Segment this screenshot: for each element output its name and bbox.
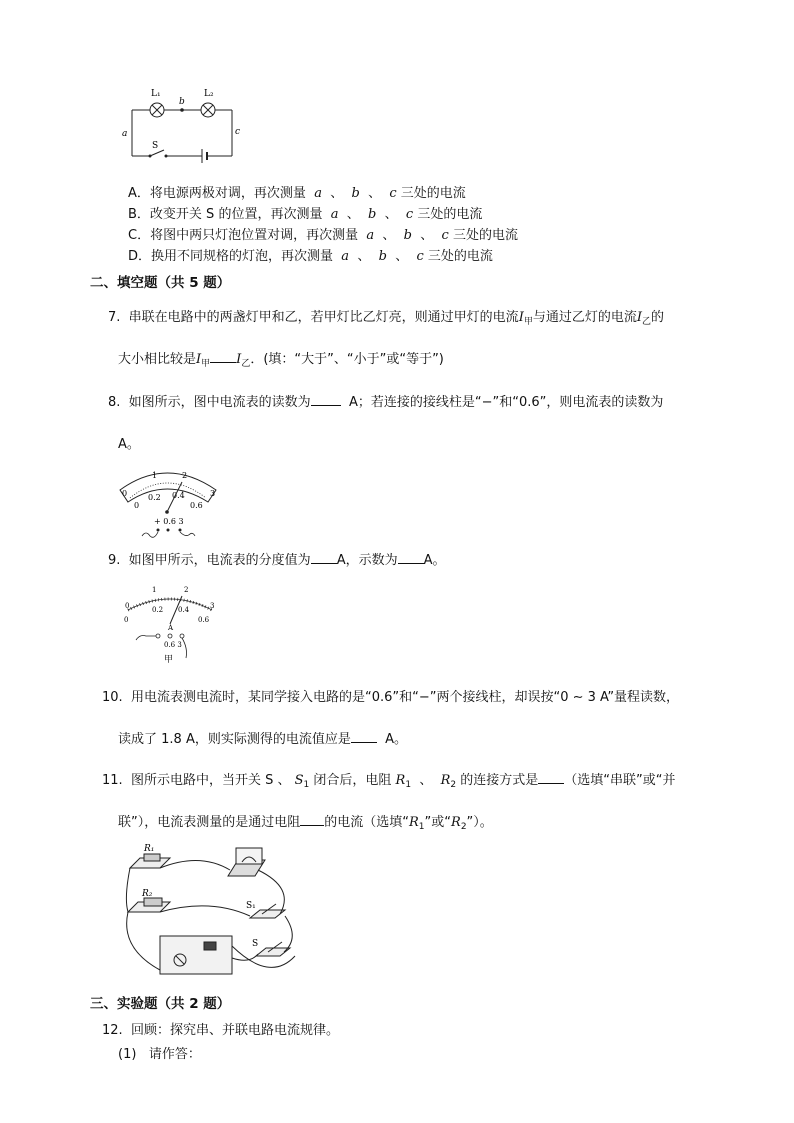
question-7-line1: 7. 串联在电路中的两盏灯甲和乙，若甲灯比乙灯亮，则通过甲灯的电流$I_甲$与通过乙灯的电流$I_乙$的 xyxy=(108,310,665,327)
lamp-l2-label: L₂ xyxy=(204,89,214,99)
answer-blank[interactable] xyxy=(351,729,377,743)
scale-label: 2 xyxy=(184,586,189,594)
scale-label: 0.6 xyxy=(198,616,210,624)
q6-option-c: C．将图中两只灯泡位置对调，再次测量 a 、 b 、 c 三处的电流 xyxy=(128,228,518,243)
scale-label: 0.4 xyxy=(178,606,190,614)
resistor-r1-label: R₁ xyxy=(144,844,155,854)
scale-label: 1 xyxy=(152,471,158,480)
point-a-label: a xyxy=(122,129,128,139)
question-11-line2: 联”），电流表测量的是通过电阻 的电流（选填“$R_1$”或“$R_2$”）。 xyxy=(118,811,493,832)
scale-label: 2 xyxy=(182,471,188,480)
scale-label: 1 xyxy=(152,586,157,594)
question-12: 12. 回顾：探究串、并联电路电流规律。 xyxy=(102,1023,339,1038)
question-11-line1: 11. 图所示电路中，当开关 S 、 $S_1$ 闭合后，电阻 $R_1$ 、 $R_2$ 的连接方式是 （选填“串联”或“并 xyxy=(102,769,675,790)
terminal-labels: + 0.6 3 xyxy=(154,517,184,526)
scale-label: 0 xyxy=(125,602,130,610)
question-10-line1: 10. 用电流表测电流时，某同学接入电路的是“0.6”和“−”两个接线柱，却误按“0 ∼ 3 A”量程读数， xyxy=(102,690,680,705)
q6-option-b: B．改变开关 S 的位置，再次测量 a 、 b 、 c 三处的电流 xyxy=(128,207,483,222)
switch-s1-label: S₁ xyxy=(246,901,256,911)
scale-label: 3 xyxy=(210,489,216,498)
switch-s-label: S xyxy=(152,141,159,151)
answer-blank[interactable] xyxy=(210,349,236,363)
ammeter-figure-1 xyxy=(112,462,227,542)
switch-s-label: S xyxy=(252,939,259,949)
scale-label: 0 xyxy=(122,489,128,498)
scale-label: 3 xyxy=(210,602,215,610)
ammeter-figure-jia xyxy=(118,580,223,668)
series-circuit-diagram xyxy=(110,84,250,164)
scale-label: 0 xyxy=(124,616,129,624)
section-2-heading: 二、填空题（共 5 题） xyxy=(90,275,231,291)
q6-option-a: A．将电源两极对调，再次测量 a 、 b 、 c 三处的电流 xyxy=(128,186,466,201)
answer-blank[interactable] xyxy=(311,392,341,406)
section-3-heading: 三、实验题（共 2 题） xyxy=(90,996,231,1012)
terminal-labels: 0.6 3 xyxy=(164,641,182,649)
answer-blank[interactable] xyxy=(398,550,424,564)
scale-label: 0 xyxy=(134,501,140,510)
figure-caption-jia: 甲 xyxy=(164,655,174,665)
parallel-circuit-diagram xyxy=(120,838,305,983)
lamp-l1-label: L₁ xyxy=(151,89,161,99)
question-7-line2: 大小相比较是$I_甲$ $I_乙$．(填：“大于”、“小于”或“等于”) xyxy=(118,348,444,369)
question-12-part-1: (1) 请作答： xyxy=(118,1047,201,1062)
answer-blank[interactable] xyxy=(300,812,324,826)
question-8-line1: 8. 如图所示，图中电流表的读数为 A；若连接的接线柱是“−”和“0.6”，则电流表的读数为 xyxy=(108,391,663,410)
scale-label: 0.6 xyxy=(190,501,203,510)
question-9: 9. 如图甲所示，电流表的分度值为 A，示数为 A。 xyxy=(108,549,446,568)
answer-blank[interactable] xyxy=(538,770,564,784)
scale-label: 0.4 xyxy=(172,491,185,500)
answer-blank[interactable] xyxy=(311,550,337,564)
resistor-r2-label: R₂ xyxy=(142,889,153,899)
point-c-label: c xyxy=(235,127,241,137)
question-8-line2: A。 xyxy=(118,437,140,452)
unit-label: A xyxy=(168,624,174,632)
question-10-line2: 读成了 1.8 A，则实际测得的电流值应是 A。 xyxy=(118,728,407,747)
point-b-label: b xyxy=(179,97,185,107)
scale-label: 0.2 xyxy=(148,493,161,502)
scale-label: 0.2 xyxy=(152,606,164,614)
q6-option-d: D．换用不同规格的灯泡，再次测量 a 、 b 、 c 三处的电流 xyxy=(128,249,493,264)
